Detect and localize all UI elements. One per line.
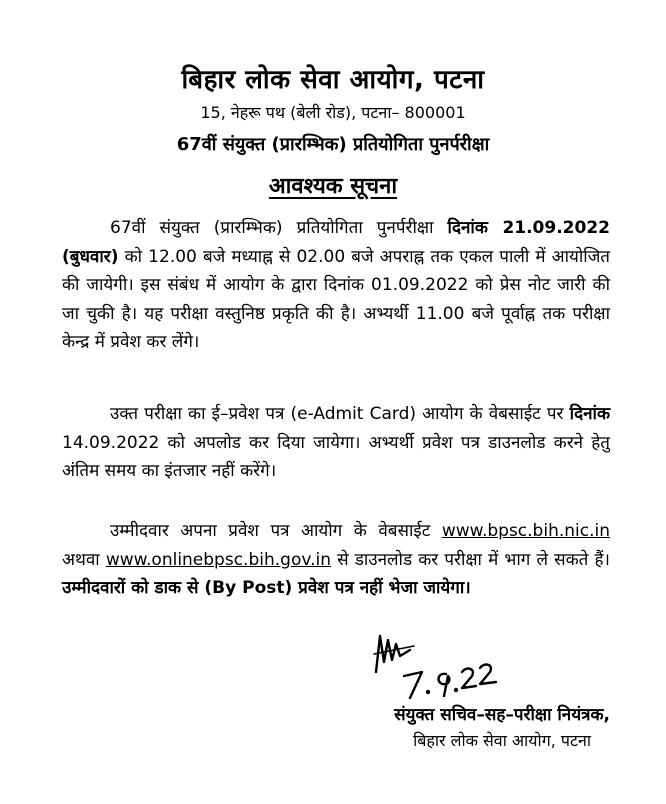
org-title: बिहार लोक सेवा आयोग, पटना [181,65,485,95]
paragraph-download [62,517,610,603]
notice-heading [0,170,666,200]
p3-no-post-notice: उम्मीदवारों को डाक से (By Post) प्रवेश पत्र नहीं भेजा जायेगा। [62,578,471,598]
onlinebpsc-website-link[interactable]: www.onlinebpsc.bih.gov.in [105,549,331,570]
handwritten-signature [370,632,510,700]
p2-text-1: उक्त परीक्षा का ई–प्रवेश पत्र (e-Admit Card) आयोग के वेबसाईट पर [110,404,570,424]
exam-title: 67वीं संयुक्त (प्रारम्भिक) प्रतियोगिता पुनर्परीक्षा [176,134,490,155]
signatory-organization: बिहार लोक सेवा आयोग, पटना [413,731,592,750]
signatory-designation: संयुक्त सचिव–सह–परीक्षा नियंत्रक, [394,705,610,725]
paragraph-exam-date [62,214,610,357]
p1-text-1: 67वीं संयुक्त (प्रारम्भिक) प्रतियोगिता पुनर्परीक्षा [110,218,448,238]
bpsc-website-link[interactable]: www.bpsc.bih.nic.in [441,521,610,541]
paragraph-admit-card [62,400,610,486]
p3-text-3: से डाउनलोड कर परीक्षा में भाग ले सकते हैं। [331,549,610,570]
p1-text-2: को 12.00 बजे मध्याह्न से 02.00 बजे अपराह्न तक एकल पाली में आयोजित की जायेगी। इस संबंध में आयोग के द्वारा दिनांक 01.09.2022 को प्रेस नोट जारी की जा चुकी है। यह परीक्षा वस्तुनिष्ठ प्रकृति की है। अभ्यर्थी 11.00 बजे पूर्वाह्न तक परीक्षा केन्द्र में प्रवेश कर लेंगे। [62,246,610,352]
notice-heading-text: आवश्यक सूचना [268,174,398,199]
signature-block [394,702,610,751]
p3-text-2: अथवा [62,549,106,570]
p2-text-2: 14.09.2022 को अपलोड कर दिया जायेगा। अभ्यर्थी प्रवेश पत्र डाउनलोड करने हेतु अंतिम समय का इंतजार नहीं करेंगे। [62,432,610,481]
org-address: 15, नेहरू पथ (बेली रोड), पटना– 800001 [200,103,466,122]
p2-date-label: दिनांक [569,404,610,424]
p1-exam-date: दिनांक 21.09.2022 (बुधवार) [62,218,610,267]
p3-text-1: उम्मीदवार अपना प्रवेश पत्र आयोग के वेबसाईट [110,521,442,541]
